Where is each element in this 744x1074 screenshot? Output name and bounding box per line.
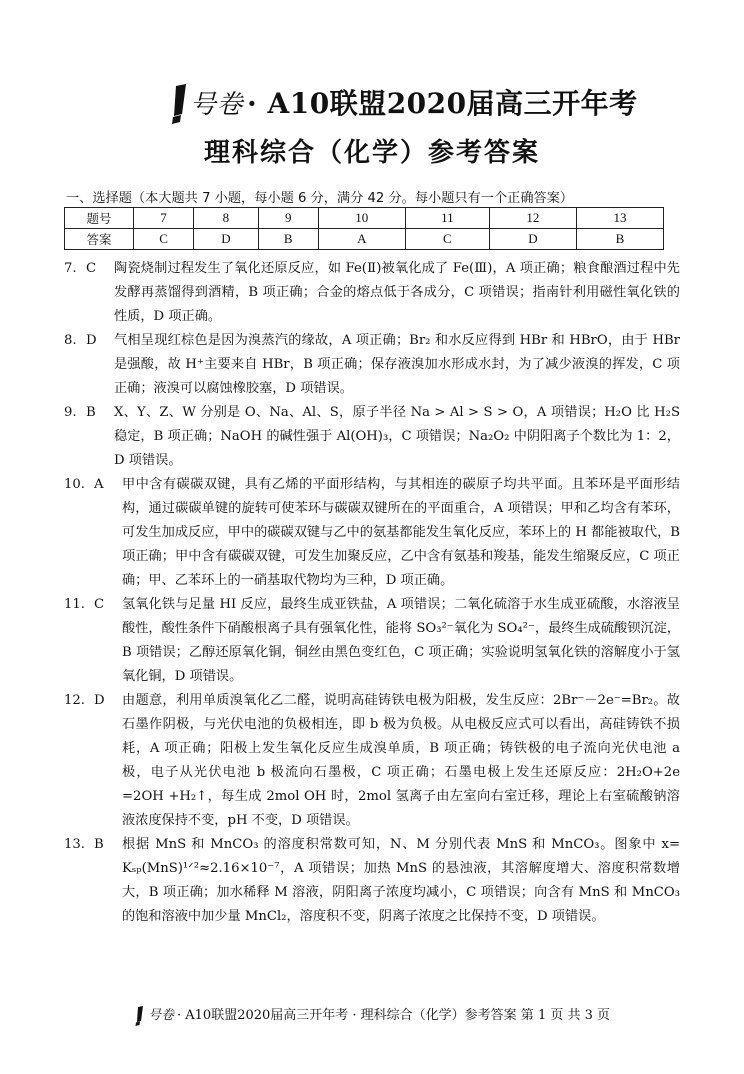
- item-answer: D: [94, 693, 105, 708]
- row-label-answer: 答案: [65, 229, 134, 250]
- item-text: X、Y、Z、W 分别是 O、Na、Al、S，原子半径 Na > Al > S > O，A 项错误；H₂O 比 H₂S 稳定，B 项正确；NaOH 的碱性强于 Al(OH)₃，C 项错误；Na₂O₂ 中阴阳离子个数比为 1：2，D 项错误。: [114, 405, 680, 468]
- list-item: [64, 833, 680, 929]
- list-item: [64, 329, 680, 401]
- table-cell: 9: [258, 208, 318, 229]
- section-heading: 一、选择题（本大题共 7 小题，每小题 6 分，满分 42 分。每小题只有一个正确答案）: [66, 191, 574, 206]
- item-text: 由题意，利用单质溴氧化乙二醛，说明高硅铸铁电极为阳极，发生反应：2Br⁻－2e⁻=Br₂。故石墨作阴极，与光伏电池的负极相连，即 b 极为负极。从电极反应式可以看出，高硅铸铁不损耗，A 项正确；阳极上发生氧化反应生成溴单质，B 项正确；铸铁极的电子流向光伏电池 a 极，电子从光伏电池 b 极流向石墨极，C 项正确；石墨电极上发生还原反应：2H₂O+2e =2OH +H₂↑，每生成 2mol OH 时，2mol 氢离子由左室向右室迁移，理论上右室硫酸钠溶液浓度保持不变，pH 不变，D 项错误。: [122, 693, 680, 828]
- brand-logo-icon: [168, 84, 190, 124]
- table-cell: C: [405, 229, 489, 250]
- item-number: 10.: [64, 477, 85, 492]
- table-cell: 13: [576, 208, 663, 229]
- item-number: 12.: [64, 693, 85, 708]
- list-item: [64, 257, 680, 329]
- item-text: 氢氧化铁与足量 HI 反应，最终生成亚铁盐，A 项错误；二氧化硫溶于水生成亚硫酸，水溶液呈酸性，酸性条件下硝酸根离子具有强氧化性，能将 SO₃²⁻氧化为 SO₄²⁻，最终生成硫酸钡沉淀，B 项错误；乙醇还原氧化铜，铜丝由黑色变红色，C 项正确；实验说明氢氧化铁的溶解度小于氢氧化铜，D 项错误。: [122, 597, 680, 684]
- item-answer: B: [94, 837, 104, 852]
- table-cell: B: [576, 229, 663, 250]
- page-footer: [0, 1004, 744, 1026]
- item-text: 甲中含有碳碳双键，具有乙烯的平面形结构，与其相连的碳原子均共平面。且苯环是平面形结构，通过碳碳单键的旋转可使苯环与碳碳双键所在的平面重合，A 项错误；甲和乙均含有苯环，可发生加成反应，甲中的碳碳双键与乙中的氨基都能发生氧化反应，苯环上的 H 都能被取代，B 项正确；甲中含有碳碳双键，可发生加聚反应，乙中含有氨基和羧基，能发生缩聚反应，C 项正确；甲、乙苯环上的一硝基取代物均为三种，D 项正确。: [122, 477, 680, 588]
- item-answer: C: [86, 261, 97, 276]
- table-cell: 8: [194, 208, 259, 229]
- item-number: 8.: [64, 333, 77, 348]
- item-number: 7.: [64, 261, 77, 276]
- brand-name: 号卷: [190, 90, 244, 120]
- table-cell: B: [258, 229, 318, 250]
- table-cell: 7: [134, 208, 194, 229]
- item-number: 11.: [64, 597, 85, 612]
- table-cell: D: [489, 229, 576, 250]
- item-text: 陶瓷烧制过程发生了氧化还原反应，如 Fe(Ⅱ)被氧化成了 Fe(Ⅲ)，A 项正确；粮食酿酒过程中先发酵再蒸馏得到酒精，B 项正确；合金的熔点低于各成分，C 项错误；指南针利用磁性氧化铁的性质，D 项正确。: [114, 261, 680, 324]
- row-label-number: 题号: [65, 208, 134, 229]
- table-cell: A: [318, 229, 405, 250]
- item-answer: D: [86, 333, 97, 348]
- footer-text: · A10联盟2020届高三开年考 · 理科综合（化学）参考答案 第 1 页 共 3 页: [177, 1008, 611, 1023]
- footer-brand: 号卷: [147, 1008, 174, 1023]
- table-cell: D: [194, 229, 259, 250]
- list-item: [64, 689, 680, 833]
- brand-logo-icon: [134, 1006, 144, 1026]
- list-item: [64, 593, 680, 689]
- item-number: 9.: [64, 405, 77, 420]
- page-subtitle: 理科综合（化学）参考答案: [203, 138, 540, 168]
- title-text: · A10联盟2020届高三开年考: [247, 87, 638, 120]
- item-number: 13.: [64, 837, 85, 852]
- page-title: [190, 82, 638, 122]
- table-row: [65, 229, 664, 250]
- table-cell: 10: [318, 208, 405, 229]
- explanation-list: [64, 257, 680, 929]
- list-item: [64, 401, 680, 473]
- table-cell: 11: [405, 208, 489, 229]
- answer-table: [64, 207, 664, 250]
- table-cell: 12: [489, 208, 576, 229]
- item-answer: B: [86, 405, 96, 420]
- table-row: [65, 208, 664, 229]
- table-cell: C: [134, 229, 194, 250]
- item-text: 气相呈现红棕色是因为溴蒸汽的缘故，A 项正确；Br₂ 和水反应得到 HBr 和 HBrO，由于 HBr 是强酸，故 H⁺主要来自 HBr，B 项正确；保存液溴加水形成水封，为了减少液溴的挥发，C 项正确；液溴可以腐蚀橡胶塞，D 项错误。: [114, 333, 680, 396]
- item-answer: C: [94, 597, 105, 612]
- item-text: 根据 MnS 和 MnCO₃ 的溶度积常数可知，N、M 分别代表 MnS 和 MnCO₃。图象中 x= Kₛₚ(MnS)¹ᐟ²≈2.16×10⁻⁷，A 项错误；加热 MnS 的悬浊液，其溶解度增大、溶度积常数增大，B 项正确；加水稀释 M 溶液，阴阳离子浓度均减小，C 项错误；向含有 MnS 和 MnCO₃ 的饱和溶液中加少量 MnCl₂，溶度积不变，阴离子浓度之比保持不变，D 项错误。: [122, 837, 680, 924]
- list-item: [64, 473, 680, 593]
- header: [0, 70, 744, 180]
- item-answer: A: [94, 477, 104, 492]
